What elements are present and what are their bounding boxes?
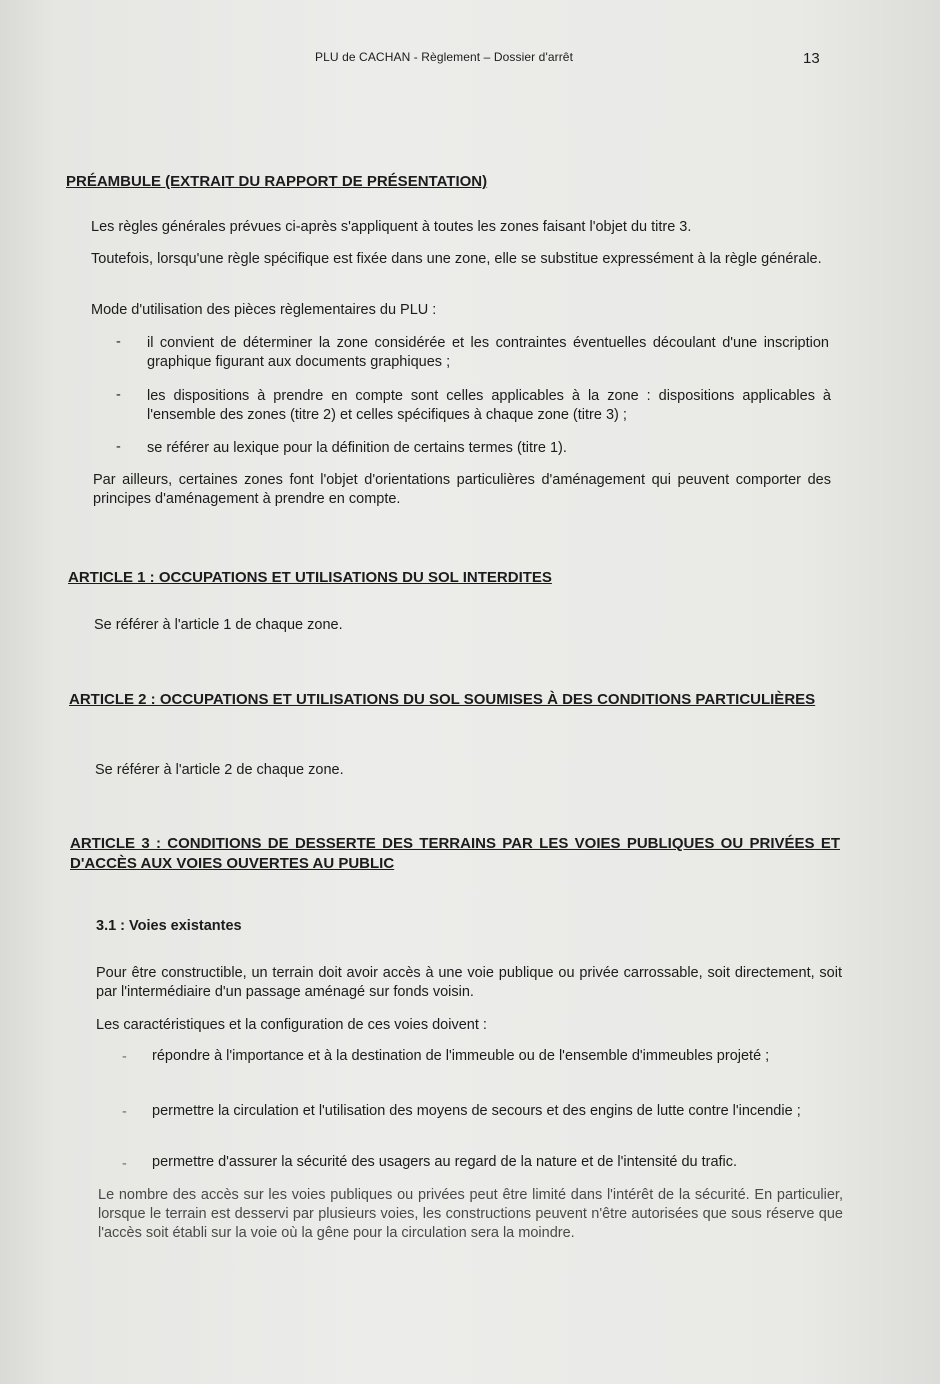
bullet-dash: - — [116, 439, 121, 455]
article-1-text: Se référer à l'article 1 de chaque zone. — [94, 617, 343, 633]
article-1-heading: ARTICLE 1 : OCCUPATIONS ET UTILISATIONS DU SOL INTERDITES — [68, 569, 552, 586]
section-3-1-heading: 3.1 : Voies existantes — [96, 918, 242, 934]
article-3-paragraph-1: Pour être constructible, un terrain doit avoir accès à une voie publique ou privée carrossable, soit directement, soit par l'intermédiaire d'un passage aménagé sur fonds voisin. — [96, 965, 842, 1000]
bullet-dash: - — [122, 1049, 127, 1065]
article-3-paragraph-3: Le nombre des accès sur les voies publiques ou privées peut être limité dans l'intérêt de la sécurité. En particulier, lorsque le terrain est desservi par plusieurs voies, les constructions peuvent n'être autorisées que sous réserve que l'accès soit établi sur la voie où la gêne pour la circulation sera la moindre. — [98, 1187, 843, 1241]
article-3-bullet-1: répondre à l'importance et à la destination de l'immeuble ou de l'ensemble d'immeubles projeté ; — [152, 1048, 770, 1064]
article-3-paragraph-2: Les caractéristiques et la configuration de ces voies doivent : — [96, 1017, 487, 1033]
preambule-bullet-1: il convient de déterminer la zone considérée et les contraintes éventuelles découlant d'une inscription graphique figurant aux documents graphiques ; — [147, 335, 829, 370]
preambule-paragraph-3: Mode d'utilisation des pièces règlementaires du PLU : — [91, 302, 437, 318]
bullet-dash: - — [116, 387, 121, 403]
preambule-paragraph-1: Les règles générales prévues ci-après s'appliquent à toutes les zones faisant l'objet du titre 3. — [91, 219, 692, 235]
article-3-bullet-2: permettre la circulation et l'utilisation des moyens de secours et des engins de lutte contre l'incendie ; — [152, 1103, 801, 1119]
running-header: PLU de CACHAN - Règlement – Dossier d'arrêt — [315, 50, 574, 64]
page-number: 13 — [803, 50, 820, 67]
preambule-bullet-2: les dispositions à prendre en compte sont celles applicables à la zone : dispositions applicables à l'ensemble des zones (titre 2) et celles spécifiques à chaque zone (titre 3) ; — [147, 388, 831, 423]
article-3-bullet-3: permettre d'assurer la sécurité des usagers au regard de la nature et de l'intensité du trafic. — [152, 1154, 738, 1170]
article-2-heading: ARTICLE 2 : OCCUPATIONS ET UTILISATIONS DU SOL SOUMISES À DES CONDITIONS PARTICULIÈRES — [69, 691, 816, 708]
bullet-dash: - — [122, 1104, 127, 1120]
bullet-dash: - — [122, 1156, 127, 1172]
bullet-dash: - — [116, 334, 121, 350]
preambule-bullet-3: se référer au lexique pour la définition de certains termes (titre 1). — [147, 440, 567, 456]
article-3-heading: ARTICLE 3 : CONDITIONS DE DESSERTE DES TERRAINS PAR LES VOIES PUBLIQUES OU PRIVÉES ET D'ACCÈS AUX VOIES OUVERTES AU PUBLIC — [70, 835, 840, 872]
preambule-paragraph-2: Toutefois, lorsqu'une règle spécifique est fixée dans une zone, elle se substitue expressément à la règle générale. — [91, 251, 822, 267]
preambule-paragraph-4: Par ailleurs, certaines zones font l'objet d'orientations particulières d'aménagement qui peuvent comporter des principes d'aménagement à prendre en compte. — [93, 472, 831, 507]
article-2-text: Se référer à l'article 2 de chaque zone. — [95, 762, 344, 778]
preambule-heading: PRÉAMBULE (EXTRAIT DU RAPPORT DE PRÉSENTATION) — [66, 173, 488, 190]
